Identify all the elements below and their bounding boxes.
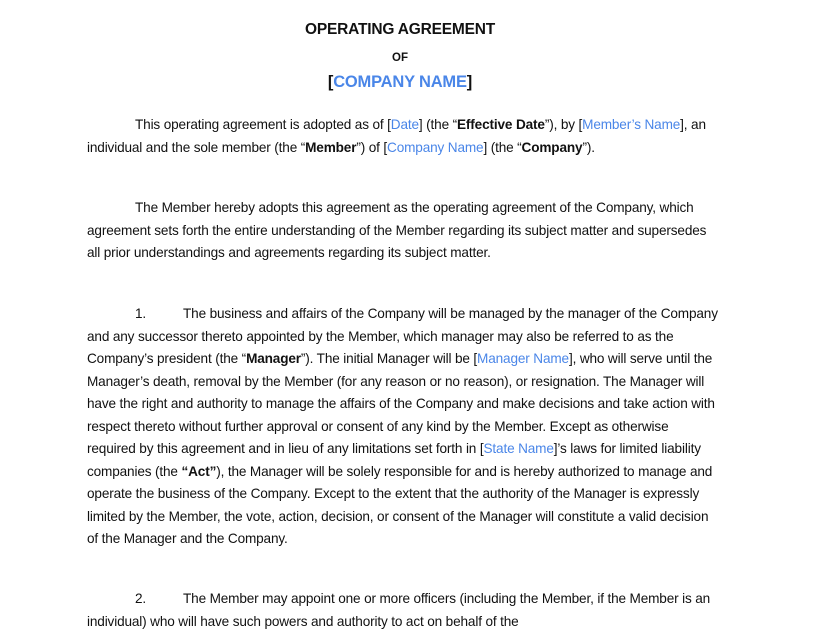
defined-term-company: Company xyxy=(521,139,583,155)
paragraph-adoption xyxy=(87,197,719,265)
company-name-heading xyxy=(87,73,713,92)
text-run: The Member hereby adopts this agreement as the operating agreement of the Company, which agreement sets forth the entire understanding of the Member regarding its subject matter and supersedes all prior understandings and agreements regarding its subject matter. xyxy=(87,200,707,260)
text-run: ”). The initial Manager will be [ xyxy=(300,351,478,366)
section-2-officers xyxy=(87,588,719,633)
state-name-placeholder[interactable]: State Name xyxy=(483,441,554,456)
text-run: ]’s laws for limited liability companies (the xyxy=(87,441,701,479)
defined-term-act: “Act” xyxy=(181,463,217,479)
company-name-inline-placeholder[interactable]: Company Name xyxy=(387,139,484,155)
document-title: OPERATING AGREEMENT xyxy=(305,21,495,38)
text-run: The Member may appoint one or more officers (including the Member, if the Member is an individual) who will have such powers and authority to act on behalf of the xyxy=(87,591,711,629)
section-number: 2. xyxy=(135,591,147,606)
text-run: ], who will serve until the Manager’s death, removal by the Member (for any reason or no reason), or resignation. The Manager will have the right and authority to manage the affairs of the Company and make decisions and take action with respect thereto without further approval or consent of any kind by the Member. Except as otherwise required by this agreement and in lieu of any limitations set forth in [ xyxy=(87,351,715,456)
member-name-placeholder[interactable]: Member’s Name xyxy=(582,117,681,132)
defined-term-member: Member xyxy=(305,139,357,155)
section-number: 1. xyxy=(135,306,147,321)
bracket-open: [ xyxy=(327,73,334,91)
company-name-placeholder[interactable]: COMPANY NAME xyxy=(333,73,467,91)
text-run: ”) of [ xyxy=(356,139,388,155)
document-subtitle: OF xyxy=(392,52,408,64)
text-run: This operating agreement is adopted as of [ xyxy=(135,117,391,132)
text-run: ), the Manager will be solely responsible for and is hereby authorized to manage and operate the business of the Company. Except to the extent that the authority of the Manager is expressly limited by the Member, the vote, action, decision, or consent of the Manager will constitute a valid decision of the Manager and the Company. xyxy=(87,463,713,546)
defined-term-manager: Manager xyxy=(246,351,301,366)
manager-name-placeholder[interactable]: Manager Name xyxy=(477,351,569,366)
section-1-management xyxy=(87,303,719,551)
paragraph-intro xyxy=(87,114,719,159)
defined-term-effective-date: Effective Date xyxy=(457,117,545,132)
text-run: ] (the “ xyxy=(418,117,457,132)
text-run: ”), by [ xyxy=(544,117,583,132)
bracket-close: ] xyxy=(466,73,473,91)
text-run: ] (the “ xyxy=(483,139,522,155)
text-run: ”). xyxy=(582,139,595,155)
text-run: ], an individual and the sole member (the “ xyxy=(87,117,706,155)
text-run: The business and affairs of the Company will be managed by the manager of the Company and any successor thereto appointed by the Member, which manager may also be referred to as the Company’s president (the “ xyxy=(87,306,718,366)
date-placeholder[interactable]: Date xyxy=(390,117,419,132)
